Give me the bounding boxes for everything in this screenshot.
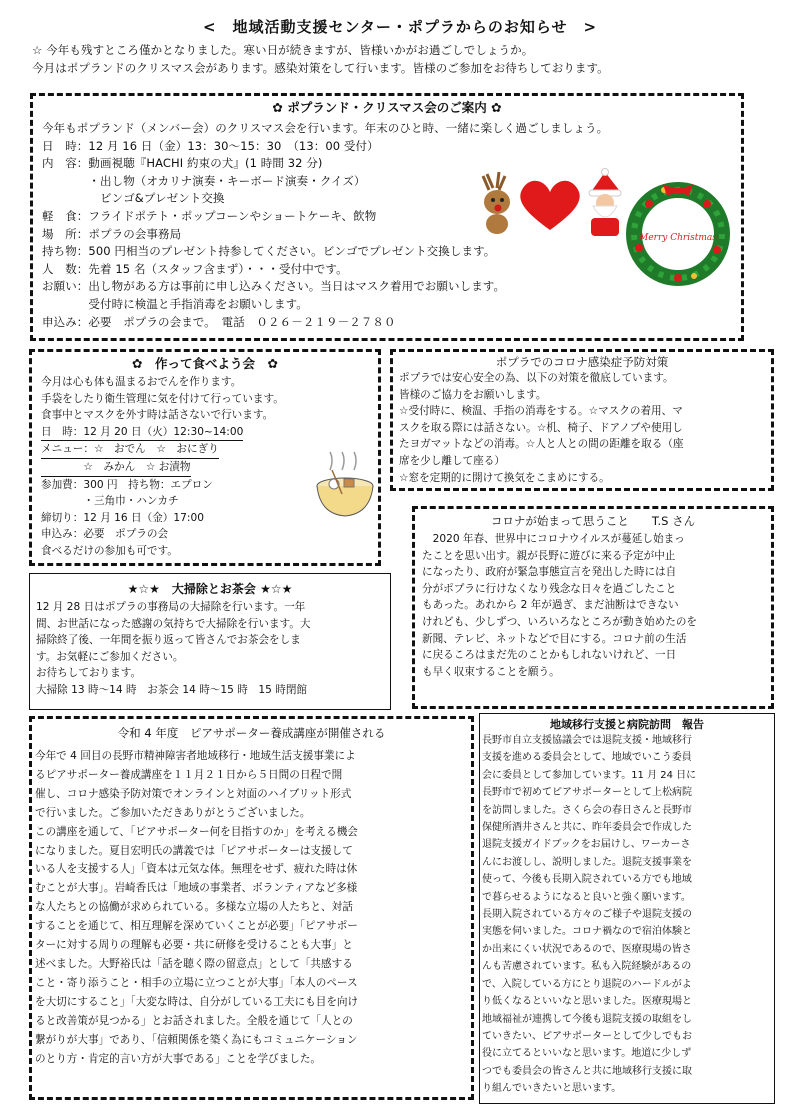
visit-line: で暮らせるようになると良いと強く願います。 <box>482 891 691 903</box>
visit-line: 会に委員として参加しています。11 月 24 日に <box>482 769 697 781</box>
christmas-line: 場 所：ポプラの会事務局 <box>42 226 182 241</box>
visit-line: り低くなるといいなと思いました。医療現場と <box>482 996 692 1008</box>
corona-line: ポプラでは安心安全の為、以下の対策を徹底しています。 <box>399 372 674 384</box>
visit-line: 実態を伺いました。コロナ禍なので宿泊体験と <box>482 926 692 938</box>
essay-title: コロナが始まって思うこと T.S さん <box>490 514 696 528</box>
peer-line: この講座を通して、「ピアサポーター何を目指すのか」を考える機会 <box>35 825 358 838</box>
cooking-title: ✿ 作って食べよう会 ✿ <box>132 356 278 371</box>
essay-line: たことを思い出す。親が長野に遊びに来る予定が中止 <box>422 549 676 562</box>
cleaning-line: 間、お世話になった感謝の気持ちで大掃除を行います。大 <box>36 617 311 630</box>
header-intro <box>32 42 772 77</box>
peer-line: むことが大事」。岩崎香氏は「地域の事業者、ボランティアなど多様 <box>35 882 358 895</box>
visit-line: つでも委員会の皆さんと共に地域移行支援に取 <box>482 1065 692 1077</box>
santa-icon <box>589 169 621 237</box>
peer-line: 述べました。大野裕氏は「話を聴く際の留意点」として「共感する <box>35 957 353 970</box>
essay-line: もあった。あれから 2 年が過ぎ、まだ油断はできない <box>422 599 679 612</box>
peer-line: いる人を支援する人」「資本は元気な体。無理をせず、疲れた時は休 <box>35 863 358 876</box>
visit-line: 役に立てるといいなと思います。地道に少しず <box>482 1048 692 1060</box>
peer-line: 今年で 4 回目の長野市精神障害者地域移行・地域生活支援事業によ <box>35 750 356 762</box>
christmas-line: 受付時に検温と手指消毒をお願いします。 <box>42 296 308 311</box>
cooking-line: 食事中とマスクを外す時は話さないで行います。 <box>41 409 274 422</box>
christmas-line: 内 容：動画視聴『HACHI 約束の犬』(1 時間 32 分) <box>42 156 323 171</box>
essay-line: になったり、政府が緊急事態宣言を発出した時には自 <box>422 566 677 579</box>
peer-line: のとり方・肯定的言い方が大事である」ことを学びました。 <box>35 1052 322 1065</box>
oden-pot-icon <box>312 450 378 526</box>
visit-line: 地域福祉が連携して今後も退院支援の取組をし <box>482 1013 692 1025</box>
cleaning-line: 12 月 28 日はポプラの事務局の大掃除を行います。一年 <box>36 601 306 613</box>
cooking-line: ☆ みかん ☆ お漬物 <box>41 459 191 477</box>
visit-line: り組んでいきたいと思います。 <box>482 1083 622 1095</box>
intro-line: ☆ 今年も残すところ僅かとなりました。寒い日が続きますが、皆様いかがお過ごしでしょうか。 <box>32 43 534 57</box>
cleaning-line: お待ちしております。 <box>36 667 142 680</box>
essay-body <box>422 531 772 680</box>
cleaning-line: 大掃除 13 時～14 時 お茶会 14 時～15 時 15 時閉館 <box>36 683 308 696</box>
peer-line: るピアサポーター養成講座を１１月２１日から５日間の日程で開 <box>35 768 343 781</box>
peer-supporter-course-box <box>29 716 474 1100</box>
christmas-line: 申込み：必要 ポプラの会まで。 電話 ０２６－２１９－２７８０ <box>42 314 396 329</box>
essay-line: 新聞、テレビ、ネットなどで目にする。コロナ前の生活 <box>422 632 687 645</box>
corona-line: 皆様のご協力をお願いします。 <box>399 388 547 401</box>
visit-line: 長野市自立支援協議会では退院支援・地域移行 <box>482 735 692 746</box>
visit-line: 保健所酒井さんと共に、昨年委員会で作成した <box>482 822 692 834</box>
peer-line: 繋がりが大事」であり、「信頼関係を築く為にもコミュニケーション <box>35 1033 358 1046</box>
peer-title: 令和 4 年度 ピアサポーター養成講座が開催される <box>117 726 386 740</box>
visit-line: んにお渡しし、説明しました。退院支援事業を <box>482 856 692 868</box>
visit-line: を訪問しました。さくら会の春日さんと長野市 <box>482 804 692 816</box>
corona-line: たヨガマットなどの消毒。☆人と人との間の距離を取る（座 <box>399 438 684 451</box>
christmas-line: お願い：出し物がある方は事前に申し込みください。当日はマスク着用でお願いします。 <box>42 279 506 294</box>
peer-line: 催し、コロナ感染予防対策でオンラインと対面のハイブリット形式 <box>35 787 352 800</box>
visit-line: 使って、今後も長期入院されている方でも地域 <box>482 874 692 886</box>
christmas-line: 持ち物：500 円相当のプレゼント持参してください。ビンゴでプレゼント交換します。 <box>42 244 496 259</box>
essay-line: 2020 年春、世界中にコロナウイルスが蔓延し始まっ <box>422 533 685 545</box>
reindeer-icon <box>483 172 510 234</box>
essay-line: も早く収束することを願う。 <box>422 665 560 678</box>
cooking-line: 日 時：12 月 20 日（火）12:30~14:00 <box>41 424 243 442</box>
cooking-event-box <box>29 349 381 566</box>
cooking-line: ・三角巾・ハンカチ <box>41 495 179 508</box>
cooking-line: メニュー：☆ おでん ☆ おにぎり <box>41 441 219 459</box>
visit-line: 長野市で初めてピアサポーターとして上松病院 <box>482 787 692 799</box>
peer-line: になりました。夏目宏明氏の講義では「ピアサポーターは支援して <box>35 844 353 857</box>
christmas-line: 軽 食：フライドポテト・ポップコーンやショートケーキ、飲物 <box>42 208 377 223</box>
peer-line: することを通じて、相互理解を深めていくことが必要」「ピアサポー <box>35 920 358 933</box>
heart-icon <box>520 181 579 230</box>
member-essay-box <box>412 506 774 709</box>
cooking-line: 食べるだけの参加も可です。 <box>41 544 178 557</box>
christmas-title: ✿ ポプランド・クリスマス会のご案内 ✿ <box>272 100 502 115</box>
peer-line: ると改善策が見つかる」とお話されました。全般を通じて「人との <box>35 1014 353 1027</box>
visit-line: か出来にくい状況であるので、医療現場の皆さ <box>482 943 692 955</box>
essay-line: に戻るころはまだ先のことかもしれないけれど、一日 <box>422 649 677 662</box>
intro-line: 今月はポプランドのクリスマス会があります。感染対策をして行います。皆様のご参加をお待ちしております。 <box>32 60 609 75</box>
cooking-line: 今月は心も体も温まるおでんを作ります。 <box>41 376 242 388</box>
corona-line: 席を少し離して座る） <box>399 454 505 467</box>
christmas-line: ビンゴ&プレゼント交換 <box>42 191 225 206</box>
cooking-line: 参加費：300 円 持ち物：エプロン <box>41 478 213 491</box>
page-title: < 地域活動支援センター・ポプラからのお知らせ > <box>202 18 598 36</box>
peer-line: を大切にすること」「大変な時は、自分がしている工夫にも目を向け <box>35 995 359 1008</box>
visit-line: 退院支援ガイドブックをお届けし、ワーカーさ <box>482 839 691 851</box>
corona-body <box>399 370 771 486</box>
hospital-visit-report-box <box>479 713 775 1104</box>
visit-line: んも苦慮されています。私も入院経験があるの <box>482 961 692 973</box>
cleaning-line: 掃除終了後、一年間を振り返って皆さんでお茶会をしま <box>36 634 301 647</box>
christmas-line: ・出し物（オカリナ演奏・キーボード演奏・クイズ） <box>42 173 366 188</box>
visit-body <box>482 732 774 1098</box>
christmas-line: 今年もポプランド（メンバー会）のクリスマス会を行います。年末のひと時、一緒に楽しく過ごしましょう。 <box>42 121 609 135</box>
peer-body <box>35 747 473 1068</box>
christmas-line: 日 時：12 月 16 日（金）13：30～15：30 （13：00 受付） <box>42 138 379 153</box>
cooking-line: 手袋をしたり衛生管理に気を付けて行っています。 <box>41 392 284 405</box>
corona-measures-box <box>390 349 774 491</box>
corona-line: スクを取る際には話さない。☆机、椅子、ドアノブや使用し <box>399 421 683 434</box>
essay-line: けれども、少しずつ、いろいろなところが動き始めたのを <box>422 615 698 628</box>
cleaning-title: ★☆★ 大掃除とお茶会 ★☆★ <box>127 582 293 596</box>
peer-line: こと・寄り添うこと・相手の立場に立つことが大事」「本人のペース <box>35 976 358 989</box>
christmas-line: 人 数：先着 15 名（スタッフ含まず）・・・受付中です。 <box>42 261 348 276</box>
peer-line: な人たちとの協働が求められている。多様な立場の人たちと、対話 <box>35 901 353 914</box>
cleaning-body <box>36 599 388 699</box>
corona-line: ☆窓を定期的に開けて換気をこまめにする。 <box>399 471 610 484</box>
corona-title: ポプラでのコロナ感染症予防対策 <box>495 355 669 369</box>
peer-line: ターに対する周りの理解も必要・共に研修を受けることも大事」と <box>35 939 353 952</box>
visit-line: 支援を進める委員会として、地域でいこう委員 <box>482 752 692 764</box>
cooking-line: 申込み：必要 ポプラの会 <box>41 528 169 541</box>
corona-line: ☆受付時に、検温、手指の消毒をする。☆マスクの着用、マ <box>399 405 683 418</box>
wreath-text: Merry Christmas <box>639 233 717 243</box>
visit-line: 長期入院されている方々のご様子や退院支援の <box>482 909 692 921</box>
essay-line: 分がポプラに行けなくなり残念な日々を過ごしたこと <box>422 582 677 595</box>
peer-line: で行いました。ご参加いただきありがとうございました。 <box>35 806 311 819</box>
christmas-illustration <box>473 168 628 238</box>
christmas-notice-box <box>30 93 744 341</box>
cleaning-teaparty-box <box>29 573 391 710</box>
cleaning-line: す。お気軽にご参加ください。 <box>36 650 184 663</box>
wreath-icon <box>619 178 737 290</box>
cooking-line: 締切り：12 月 16 日（金）17:00 <box>41 511 204 524</box>
visit-line: ていきたい、ピアサポーターとして少しでもお <box>482 1030 692 1042</box>
visit-title: 地域移行支援と病院訪問 報告 <box>550 718 704 731</box>
visit-line: で、入院している方にとり退院のハードルがよ <box>482 978 692 990</box>
